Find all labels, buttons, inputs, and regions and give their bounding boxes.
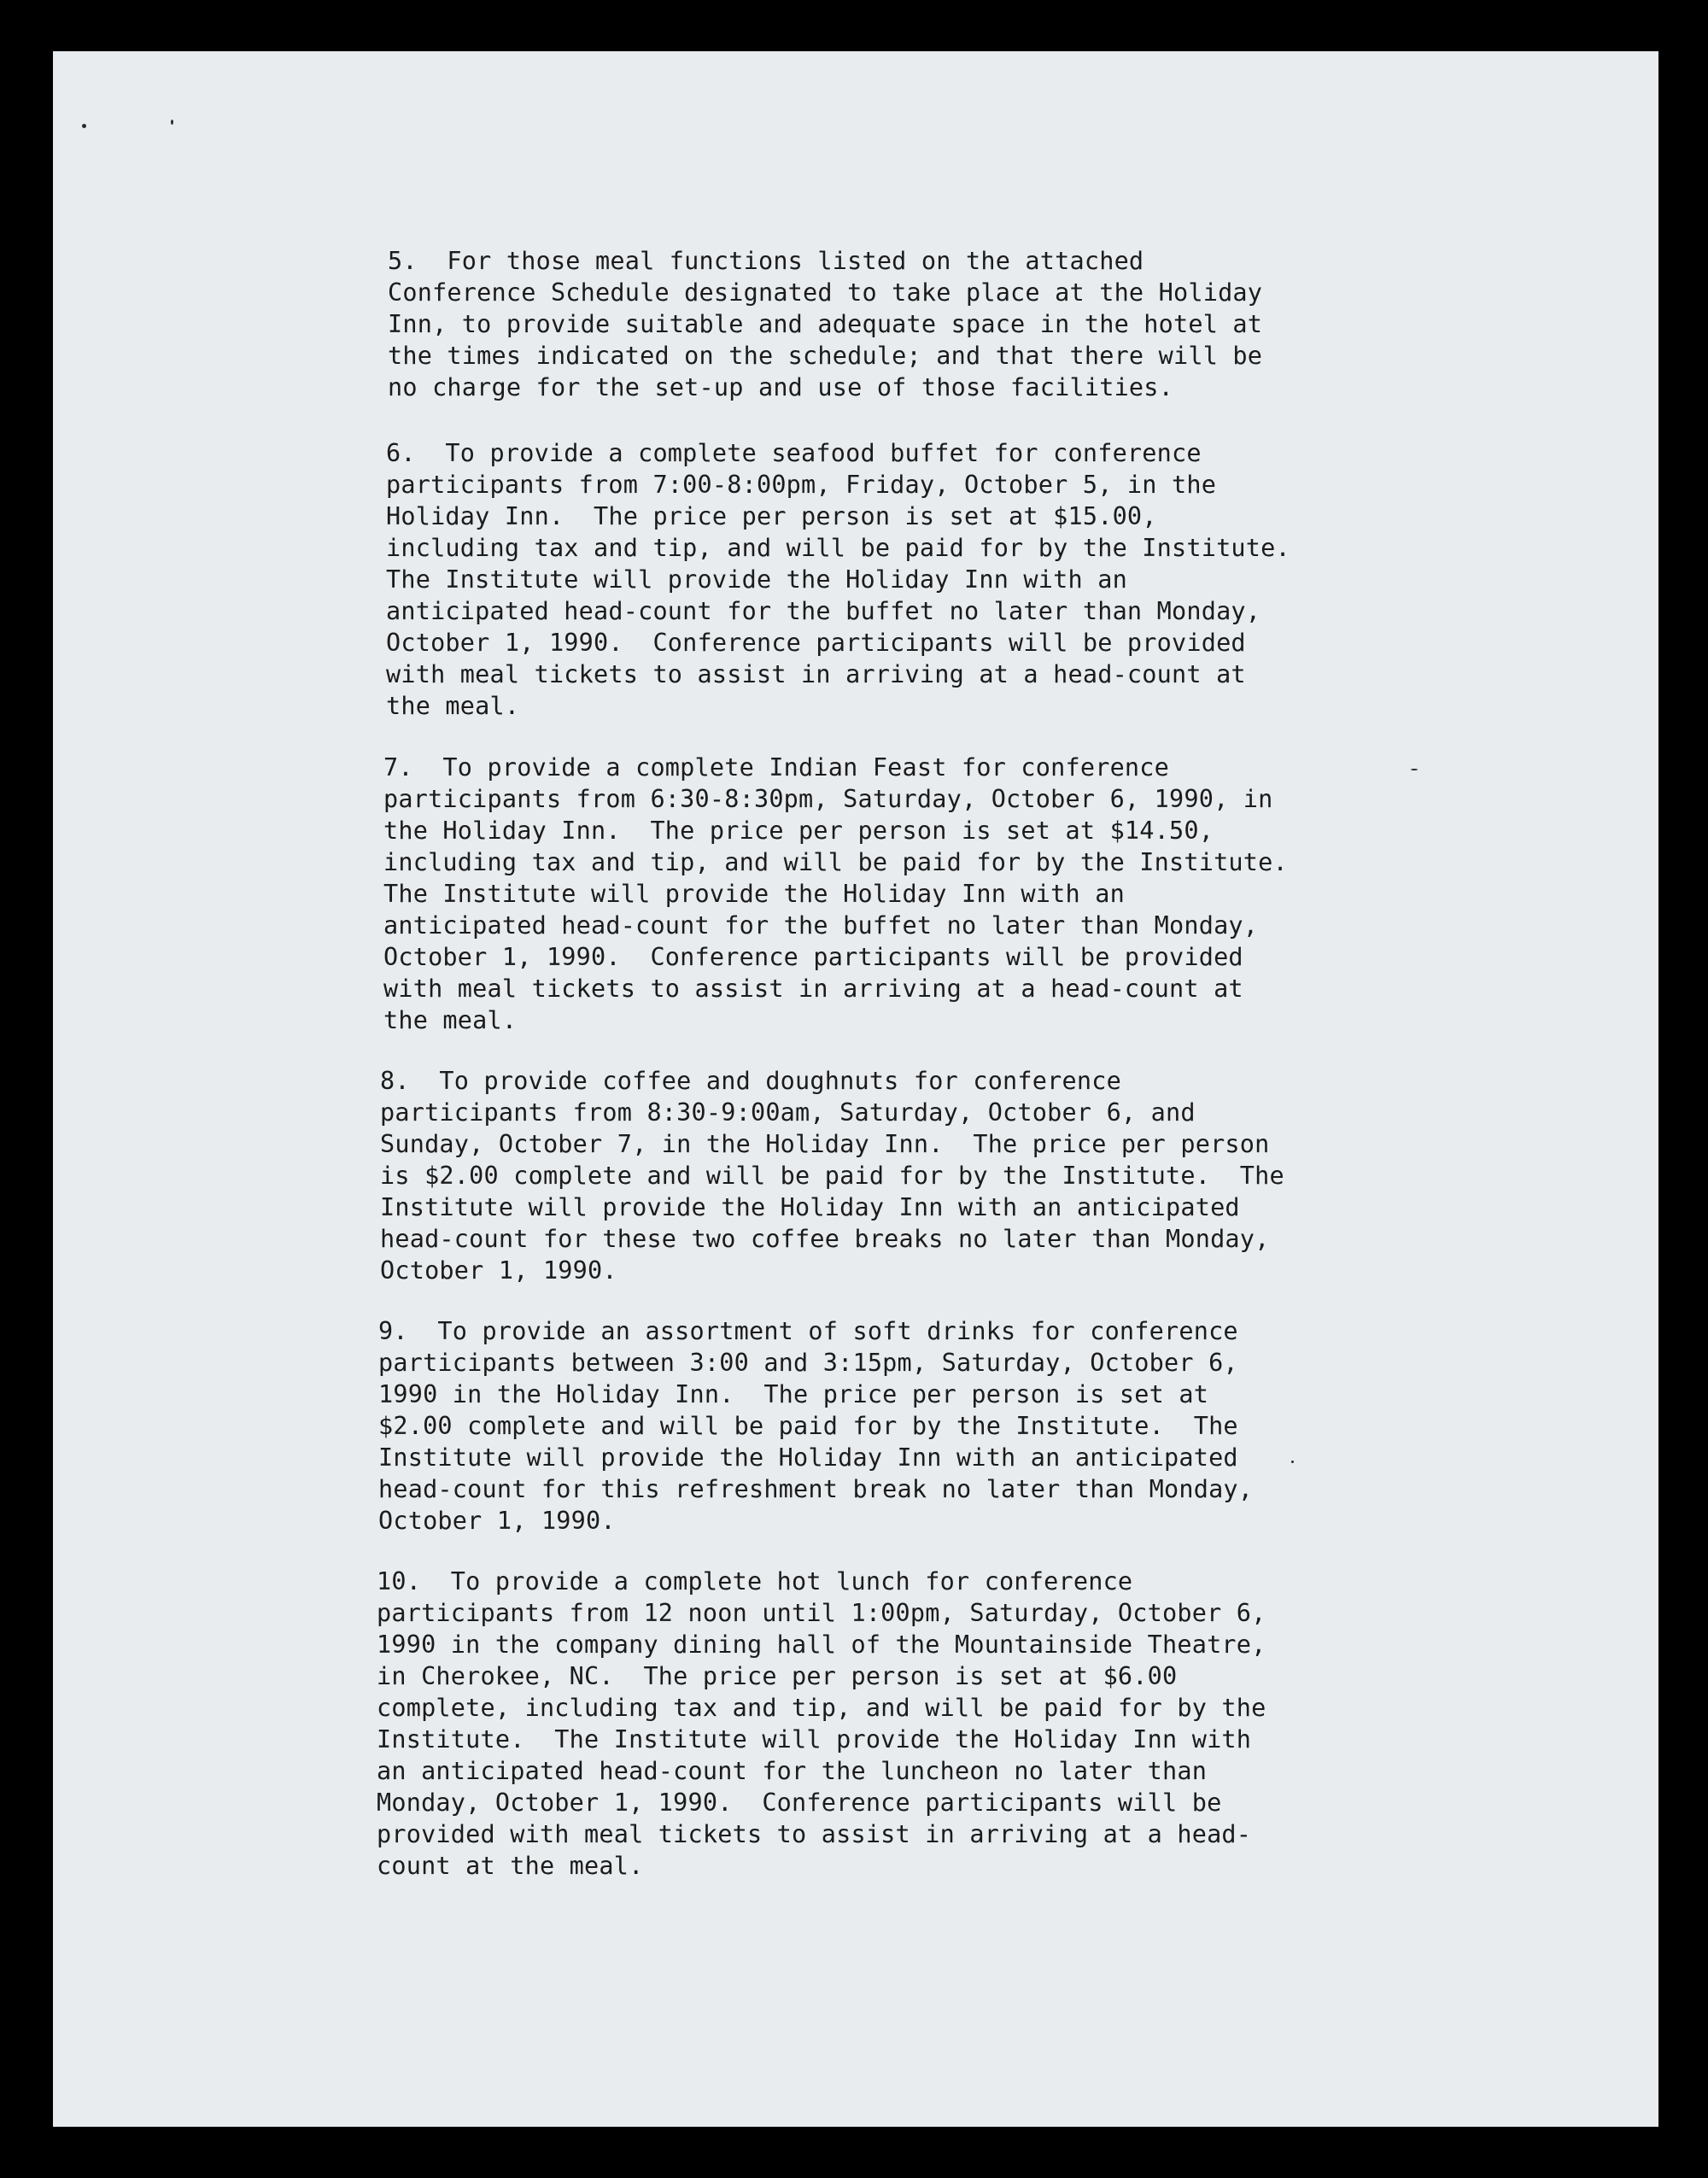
text-line: Conference Schedule designated to take place at the Holiday <box>388 278 1263 307</box>
text-line: the meal. <box>386 692 520 720</box>
text-line: is $2.00 complete and will be paid for by the Institute. The <box>380 1162 1284 1190</box>
text-line: 1990 in the company dining hall of the Mountainside Theatre, <box>377 1631 1266 1659</box>
text-line: with meal tickets to assist in arriving at a head-count at <box>386 660 1246 688</box>
text-line: Holiday Inn. The price per person is set at $15.00, <box>386 502 1157 530</box>
scan-speck <box>1411 769 1418 770</box>
text-line: participants from 8:30-9:00am, Saturday, October 6, and <box>380 1098 1196 1127</box>
text-line: head-count for these two coffee breaks no later than Monday, <box>380 1225 1270 1253</box>
text-line: the Holiday Inn. The price per person is set at $14.50, <box>383 817 1214 845</box>
text-line: anticipated head-count for the buffet no later than Monday, <box>383 911 1259 940</box>
text-line: 1990 in the Holiday Inn. The price per person is set at <box>378 1380 1209 1408</box>
text-line: participants from 6:30-8:30pm, Saturday, October 6, 1990, in <box>383 785 1273 813</box>
text-line: Sunday, October 7, in the Holiday Inn. The price per person <box>380 1130 1270 1158</box>
scan-speck <box>171 120 173 125</box>
text-line: in Cherokee, NC. The price per person is set at $6.00 <box>377 1662 1178 1690</box>
scan-speck <box>82 124 86 128</box>
item-7 <box>383 752 1391 1036</box>
item-6 <box>386 437 1394 722</box>
document-page <box>53 51 1658 2127</box>
text-line: 9. To provide an assortment of soft drinks for conference <box>378 1317 1238 1345</box>
text-line: participants from 7:00-8:00pm, Friday, October 5, in the <box>386 471 1217 499</box>
text-line: count at the meal. <box>377 1852 644 1880</box>
text-line: an anticipated head-count for the luncheon no later than <box>377 1757 1208 1785</box>
item-5 <box>388 245 1395 403</box>
text-line: The Institute will provide the Holiday Inn with an <box>386 565 1127 594</box>
item-8 <box>380 1065 1388 1286</box>
text-line: head-count for this refreshment break no later than Monday, <box>378 1475 1254 1503</box>
text-line: The Institute will provide the Holiday Inn with an <box>383 880 1125 908</box>
text-line: including tax and tip, and will be paid for by the Institute. <box>386 534 1290 562</box>
text-line: anticipated head-count for the buffet no later than Monday, <box>386 597 1261 625</box>
text-line: 7. To provide a complete Indian Feast for conference <box>383 753 1169 782</box>
text-line: October 1, 1990. Conference participants will be provided <box>386 629 1246 657</box>
text-line: provided with meal tickets to assist in arriving at a head- <box>377 1820 1252 1848</box>
text-line: October 1, 1990. Conference participants will be provided <box>383 943 1243 971</box>
text-line: no charge for the set-up and use of those facilities. <box>388 373 1173 401</box>
text-line: 10. To provide a complete hot lunch for conference <box>377 1567 1133 1595</box>
text-line: Inn, to provide suitable and adequate space in the hotel at <box>388 310 1263 338</box>
text-line: including tax and tip, and will be paid for by the Institute. <box>383 848 1288 876</box>
text-line: 6. To provide a complete seafood buffet for conference <box>386 439 1202 467</box>
text-line: complete, including tax and tip, and will be paid for by the <box>377 1694 1266 1722</box>
text-line: with meal tickets to assist in arriving at a head-count at <box>383 975 1243 1003</box>
text-line: October 1, 1990. <box>378 1507 616 1535</box>
item-9 <box>378 1315 1386 1537</box>
text-line: 8. To provide coffee and doughnuts for conference <box>380 1067 1121 1095</box>
text-line: the times indicated on the schedule; and that there will be <box>388 342 1263 370</box>
item-10 <box>377 1566 1384 1882</box>
text-line: $2.00 complete and will be paid for by the Institute. The <box>378 1412 1238 1440</box>
text-line: Institute will provide the Holiday Inn with an anticipated <box>380 1193 1240 1221</box>
text-line: participants between 3:00 and 3:15pm, Saturday, October 6, <box>378 1349 1238 1377</box>
text-line: October 1, 1990. <box>380 1256 617 1285</box>
text-line: Monday, October 1, 1990. Conference participants will be <box>377 1789 1222 1817</box>
text-line: participants from 12 noon until 1:00pm, Saturday, October 6, <box>377 1599 1266 1627</box>
text-line: 5. For those meal functions listed on the attached <box>388 247 1144 275</box>
text-line: Institute will provide the Holiday Inn with an anticipated <box>378 1443 1238 1472</box>
text-line: the meal. <box>383 1006 518 1034</box>
text-line: Institute. The Institute will provide the Holiday Inn with <box>377 1725 1252 1754</box>
